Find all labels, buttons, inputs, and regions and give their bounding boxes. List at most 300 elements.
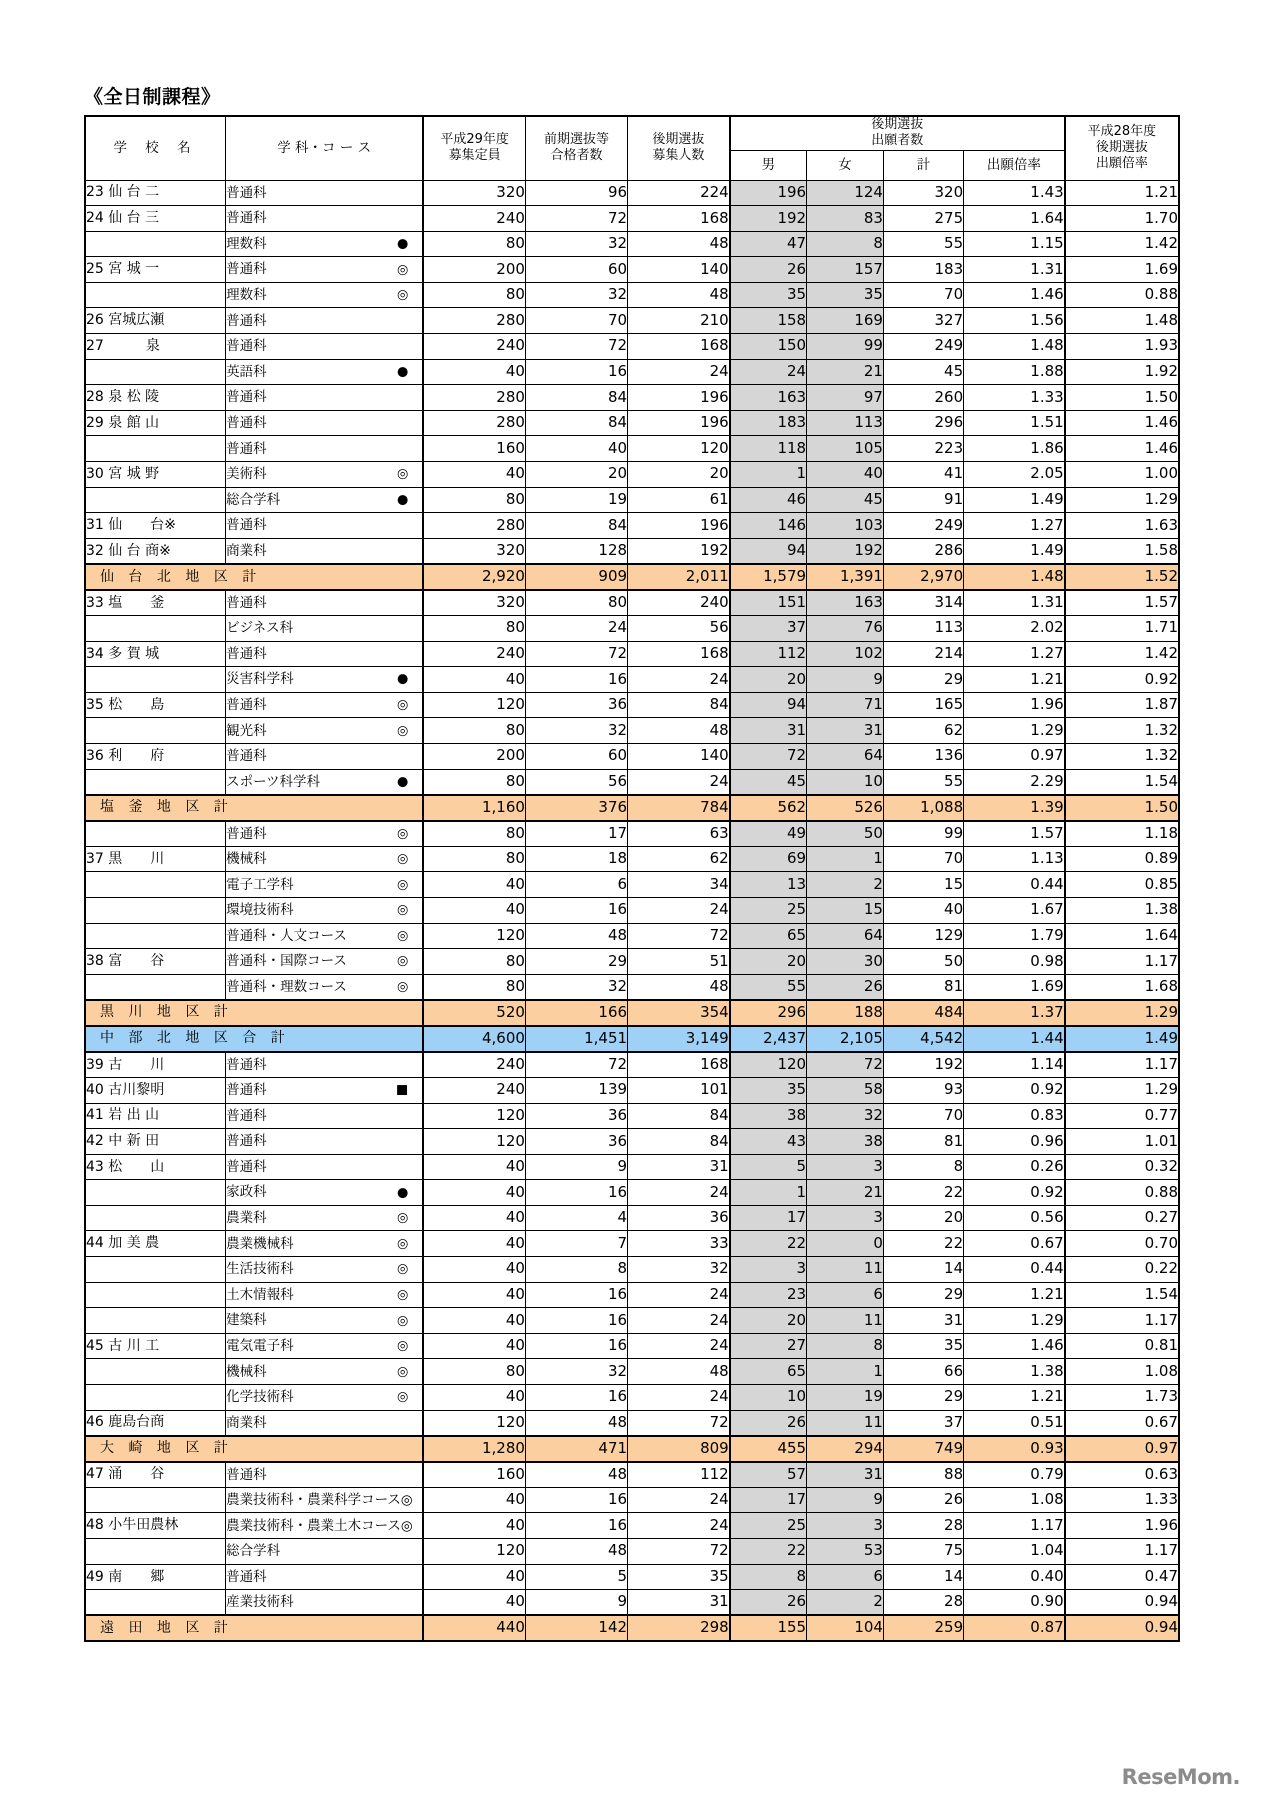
table-row — [85, 1359, 1179, 1385]
cell-male: 72 — [730, 743, 807, 769]
cell-quota: 120 — [423, 692, 525, 718]
cell-late: 24 — [628, 897, 730, 923]
course-mark-icon: ◎ — [396, 697, 409, 713]
header-course: 学 科・コ ー ス — [226, 116, 424, 180]
cell-ratio: 1.49 — [964, 538, 1065, 564]
cell-ratio: 0.97 — [964, 743, 1065, 769]
cell-female: 45 — [807, 487, 884, 513]
cell-course-name — [226, 641, 424, 667]
course-label: 農業機械科 — [226, 1235, 294, 1252]
cell-male: 24 — [730, 359, 807, 385]
table-row — [85, 1410, 1179, 1436]
table-row — [85, 1513, 1179, 1539]
cell-quota: 40 — [423, 1513, 525, 1539]
cell-prev: 1.73 — [1065, 1385, 1179, 1411]
cell-course-name — [226, 974, 424, 1000]
cell-late: 48 — [628, 282, 730, 308]
region-total-label: 塩 釜 地 区 計 — [85, 795, 423, 821]
cell-course-name — [226, 743, 424, 769]
cell-late: 784 — [628, 795, 730, 821]
cell-total: 286 — [883, 538, 963, 564]
cell-late: 72 — [628, 1539, 730, 1565]
cell-quota: 80 — [423, 282, 525, 308]
cell-course-name — [226, 1052, 424, 1078]
course-label: 普通科 — [226, 825, 267, 842]
cell-ratio: 1.43 — [964, 180, 1065, 206]
cell-female: 9 — [807, 667, 884, 693]
cell-late: 48 — [628, 231, 730, 257]
cell-school-name — [85, 1257, 226, 1283]
cell-male: 55 — [730, 974, 807, 1000]
cell-female: 76 — [807, 616, 884, 642]
cell-total: 1,088 — [883, 795, 963, 821]
course-label: 普通科 — [226, 696, 267, 713]
cell-quota: 80 — [423, 1359, 525, 1385]
region-total-label: 遠 田 地 区 計 — [85, 1615, 423, 1641]
cell-ratio: 0.93 — [964, 1436, 1065, 1462]
admission-statistics-table — [84, 115, 1180, 1642]
cell-late: 62 — [628, 846, 730, 872]
cell-early: 17 — [525, 821, 627, 847]
cell-ratio: 0.98 — [964, 949, 1065, 975]
table-row — [85, 718, 1179, 744]
cell-quota: 40 — [423, 667, 525, 693]
cell-school-name — [85, 1539, 226, 1565]
cell-early: 70 — [525, 308, 627, 334]
cell-course-name — [226, 769, 424, 795]
cell-course-name — [226, 206, 424, 232]
cell-prev: 1.71 — [1065, 616, 1179, 642]
cell-late: 24 — [628, 1487, 730, 1513]
cell-male: 49 — [730, 821, 807, 847]
cell-school-name: 37 黒 川 — [85, 846, 226, 872]
course-label: 化学技術科 — [226, 1389, 294, 1406]
cell-male: 45 — [730, 769, 807, 795]
cell-total: 70 — [883, 846, 963, 872]
cell-male: 94 — [730, 692, 807, 718]
table-row — [85, 949, 1179, 975]
cell-ratio: 1.27 — [964, 513, 1065, 539]
cell-school-name: 38 富 谷 — [85, 949, 226, 975]
cell-female: 3 — [807, 1513, 884, 1539]
cell-female: 21 — [807, 359, 884, 385]
cell-male: 22 — [730, 1539, 807, 1565]
cell-quota: 40 — [423, 1154, 525, 1180]
cell-total: 260 — [883, 385, 963, 411]
course-label: 普通科 — [226, 1568, 267, 1585]
course-mark-icon: ● — [396, 236, 409, 252]
course-label: 普通科 — [226, 594, 267, 611]
cell-course-name — [226, 1103, 424, 1129]
course-label: 総合学科 — [226, 491, 281, 508]
cell-quota: 120 — [423, 1129, 525, 1155]
cell-ratio: 2.05 — [964, 462, 1065, 488]
header-school: 学 校 名 — [85, 116, 226, 180]
cell-course-name — [226, 872, 424, 898]
cell-quota: 80 — [423, 718, 525, 744]
cell-quota: 40 — [423, 1333, 525, 1359]
cell-quota: 200 — [423, 257, 525, 283]
cell-school-name — [85, 1359, 226, 1385]
cell-female: 104 — [807, 1615, 884, 1641]
cell-female: 1 — [807, 1359, 884, 1385]
course-mark-icon: ● — [396, 364, 409, 380]
cell-total: 249 — [883, 513, 963, 539]
cell-ratio: 1.39 — [964, 795, 1065, 821]
table-row — [85, 1154, 1179, 1180]
header-early-pass: 前期選抜等 合格者数 — [525, 116, 627, 180]
cell-quota: 4,600 — [423, 1026, 525, 1052]
cell-prev: 1.50 — [1065, 795, 1179, 821]
cell-female: 26 — [807, 974, 884, 1000]
header-total: 計 — [883, 150, 963, 180]
course-label: 普通科 — [226, 440, 267, 457]
cell-prev: 1.17 — [1065, 1308, 1179, 1334]
cell-prev: 1.63 — [1065, 513, 1179, 539]
cell-early: 16 — [525, 1180, 627, 1206]
cell-school-name: 29 泉 館 山 — [85, 410, 226, 436]
cell-school-name — [85, 436, 226, 462]
cell-female: 8 — [807, 231, 884, 257]
cell-quota: 120 — [423, 1103, 525, 1129]
cell-total: 14 — [883, 1564, 963, 1590]
cell-early: 142 — [525, 1615, 627, 1641]
cell-ratio: 0.40 — [964, 1564, 1065, 1590]
cell-prev: 1.64 — [1065, 923, 1179, 949]
cell-ratio: 0.90 — [964, 1590, 1065, 1616]
cell-prev: 0.27 — [1065, 1205, 1179, 1231]
cell-early: 7 — [525, 1231, 627, 1257]
cell-school-name — [85, 616, 226, 642]
cell-male: 69 — [730, 846, 807, 872]
cell-male: 13 — [730, 872, 807, 898]
cell-quota: 280 — [423, 385, 525, 411]
cell-total: 45 — [883, 359, 963, 385]
cell-late: 3,149 — [628, 1026, 730, 1052]
cell-school-name — [85, 923, 226, 949]
cell-school-name: 39 古 川 — [85, 1052, 226, 1078]
table-row — [85, 1282, 1179, 1308]
cell-quota: 40 — [423, 1180, 525, 1206]
table-row — [85, 923, 1179, 949]
cell-late: 24 — [628, 359, 730, 385]
cell-quota: 240 — [423, 641, 525, 667]
table-row — [85, 872, 1179, 898]
cell-school-name: 46 鹿島台商 — [85, 1410, 226, 1436]
cell-course-name — [226, 1539, 424, 1565]
course-label: 理数科 — [226, 235, 267, 252]
cell-male: 38 — [730, 1103, 807, 1129]
cell-male: 35 — [730, 282, 807, 308]
table-row — [85, 1129, 1179, 1155]
subtotal-row — [85, 1615, 1179, 1641]
course-mark-icon: ◎ — [396, 1313, 409, 1329]
cell-male: 26 — [730, 1590, 807, 1616]
table-row — [85, 257, 1179, 283]
table-row — [85, 1052, 1179, 1078]
cell-quota: 280 — [423, 513, 525, 539]
cell-course-name — [226, 1180, 424, 1206]
cell-quota: 320 — [423, 180, 525, 206]
cell-ratio: 1.21 — [964, 667, 1065, 693]
table-row — [85, 1308, 1179, 1334]
cell-male: 296 — [730, 1000, 807, 1026]
cell-male: 23 — [730, 1282, 807, 1308]
cell-prev: 0.77 — [1065, 1103, 1179, 1129]
cell-total: 41 — [883, 462, 963, 488]
cell-school-name — [85, 487, 226, 513]
cell-early: 128 — [525, 538, 627, 564]
cell-late: 34 — [628, 872, 730, 898]
cell-early: 24 — [525, 616, 627, 642]
cell-prev: 1.70 — [1065, 206, 1179, 232]
cell-prev: 1.01 — [1065, 1129, 1179, 1155]
cell-quota: 40 — [423, 462, 525, 488]
cell-late: 112 — [628, 1462, 730, 1488]
cell-ratio: 1.67 — [964, 897, 1065, 923]
cell-early: 18 — [525, 846, 627, 872]
cell-total: 31 — [883, 1308, 963, 1334]
course-mark-icon: ◎ — [396, 1210, 409, 1226]
course-mark-icon: ◎ — [396, 262, 409, 278]
cell-prev: 1.29 — [1065, 1077, 1179, 1103]
course-label: 普通科 — [226, 184, 267, 201]
table-row — [85, 1231, 1179, 1257]
cell-late: 168 — [628, 206, 730, 232]
cell-quota: 40 — [423, 1487, 525, 1513]
course-label: 普通科 — [226, 517, 267, 534]
cell-male: 26 — [730, 257, 807, 283]
cell-total: 26 — [883, 1487, 963, 1513]
cell-female: 103 — [807, 513, 884, 539]
cell-course-name — [226, 334, 424, 360]
header-male: 男 — [730, 150, 807, 180]
cell-early: 32 — [525, 974, 627, 1000]
cell-total: 75 — [883, 1539, 963, 1565]
cell-early: 16 — [525, 1333, 627, 1359]
cell-male: 455 — [730, 1436, 807, 1462]
cell-total: 192 — [883, 1052, 963, 1078]
cell-ratio: 1.38 — [964, 1359, 1065, 1385]
cell-late: 2,011 — [628, 564, 730, 590]
cell-male: 57 — [730, 1462, 807, 1488]
cell-prev: 1.42 — [1065, 641, 1179, 667]
cell-early: 84 — [525, 385, 627, 411]
cell-female: 9 — [807, 1487, 884, 1513]
cell-early: 60 — [525, 743, 627, 769]
cell-late: 33 — [628, 1231, 730, 1257]
cell-female: 11 — [807, 1257, 884, 1283]
course-mark-icon: ◎ — [396, 1364, 409, 1380]
table-row — [85, 359, 1179, 385]
cell-school-name: 48 小牛田農林 — [85, 1513, 226, 1539]
course-label: 美術科 — [226, 466, 267, 483]
cell-late: 84 — [628, 1103, 730, 1129]
course-label: 普通科 — [226, 1133, 267, 1150]
cell-early: 72 — [525, 1052, 627, 1078]
cell-school-name — [85, 769, 226, 795]
cell-early: 72 — [525, 334, 627, 360]
table-row — [85, 385, 1179, 411]
course-label: 産業技術科 — [226, 1594, 294, 1611]
cell-quota: 120 — [423, 1410, 525, 1436]
cell-prev: 1.52 — [1065, 564, 1179, 590]
cell-early: 60 — [525, 257, 627, 283]
cell-male: 65 — [730, 923, 807, 949]
cell-course-name — [226, 282, 424, 308]
cell-course-name — [226, 487, 424, 513]
cell-total: 55 — [883, 231, 963, 257]
cell-ratio: 1.46 — [964, 1333, 1065, 1359]
table-row — [85, 1462, 1179, 1488]
cell-early: 32 — [525, 231, 627, 257]
cell-female: 30 — [807, 949, 884, 975]
cell-total: 275 — [883, 206, 963, 232]
page-title: 《全日制課程》 — [84, 86, 221, 108]
course-label: 普通科 — [226, 1107, 267, 1124]
cell-male: 158 — [730, 308, 807, 334]
cell-female: 1,391 — [807, 564, 884, 590]
cell-ratio: 1.15 — [964, 231, 1065, 257]
cell-quota: 320 — [423, 538, 525, 564]
course-label: ビジネス科 — [226, 620, 294, 637]
cell-early: 471 — [525, 1436, 627, 1462]
table-row — [85, 769, 1179, 795]
cell-school-name — [85, 1180, 226, 1206]
cell-quota: 240 — [423, 1052, 525, 1078]
cell-total: 314 — [883, 590, 963, 616]
cell-prev: 0.81 — [1065, 1333, 1179, 1359]
cell-male: 163 — [730, 385, 807, 411]
cell-school-name: 43 松 山 — [85, 1154, 226, 1180]
cell-school-name: 32 仙 台 商※ — [85, 538, 226, 564]
cell-female: 32 — [807, 1103, 884, 1129]
cell-male: 2,437 — [730, 1026, 807, 1052]
course-label: 普通科 — [226, 312, 267, 329]
cell-prev: 1.32 — [1065, 718, 1179, 744]
cell-ratio: 1.57 — [964, 821, 1065, 847]
course-label: 普通科 — [226, 389, 267, 406]
cell-female: 35 — [807, 282, 884, 308]
table-row — [85, 1077, 1179, 1103]
cell-total: 183 — [883, 257, 963, 283]
cell-ratio: 0.79 — [964, 1462, 1065, 1488]
table-row — [85, 1564, 1179, 1590]
cell-male: 5 — [730, 1154, 807, 1180]
cell-course-name — [226, 1462, 424, 1488]
cell-late: 36 — [628, 1205, 730, 1231]
cell-late: 210 — [628, 308, 730, 334]
cell-early: 16 — [525, 667, 627, 693]
cell-male: 3 — [730, 1257, 807, 1283]
course-mark-icon: ■ — [395, 1082, 409, 1098]
cell-prev: 1.87 — [1065, 692, 1179, 718]
cell-late: 24 — [628, 1282, 730, 1308]
table-row — [85, 538, 1179, 564]
cell-school-name — [85, 718, 226, 744]
cell-school-name: 35 松 島 — [85, 692, 226, 718]
table-row — [85, 1385, 1179, 1411]
cell-total: 91 — [883, 487, 963, 513]
watermark-text: ReseMom. — [1121, 1765, 1240, 1789]
cell-prev: 1.54 — [1065, 1282, 1179, 1308]
cell-late: 63 — [628, 821, 730, 847]
cell-late: 31 — [628, 1590, 730, 1616]
cell-female: 38 — [807, 1129, 884, 1155]
cell-early: 9 — [525, 1590, 627, 1616]
cell-female: 169 — [807, 308, 884, 334]
table-row — [85, 334, 1179, 360]
table-row — [85, 743, 1179, 769]
cell-school-name: 45 古 川 工 — [85, 1333, 226, 1359]
cell-quota: 80 — [423, 487, 525, 513]
cell-school-name: 27 泉 — [85, 334, 226, 360]
cell-prev: 1.46 — [1065, 436, 1179, 462]
cell-prev: 0.85 — [1065, 872, 1179, 898]
cell-early: 20 — [525, 462, 627, 488]
cell-early: 40 — [525, 436, 627, 462]
course-label: 環境技術科 — [226, 902, 294, 919]
table-row — [85, 821, 1179, 847]
cell-quota: 1,160 — [423, 795, 525, 821]
course-label: 農業科 — [226, 1210, 267, 1227]
table-row — [85, 846, 1179, 872]
cell-female: 97 — [807, 385, 884, 411]
cell-ratio: 0.56 — [964, 1205, 1065, 1231]
cell-female: 10 — [807, 769, 884, 795]
cell-total: 28 — [883, 1513, 963, 1539]
cell-prev: 1.46 — [1065, 410, 1179, 436]
cell-school-name: 36 利 府 — [85, 743, 226, 769]
cell-quota: 160 — [423, 436, 525, 462]
cell-prev: 1.17 — [1065, 949, 1179, 975]
course-mark-icon: ◎ — [396, 287, 409, 303]
cell-ratio: 1.64 — [964, 206, 1065, 232]
cell-ratio: 0.87 — [964, 1615, 1065, 1641]
cell-total: 296 — [883, 410, 963, 436]
course-label: スポーツ科学科 — [226, 773, 321, 790]
cell-ratio: 0.44 — [964, 872, 1065, 898]
header-applicants-group: 後期選抜 出願者数 — [730, 116, 1065, 150]
cell-prev: 1.17 — [1065, 1052, 1179, 1078]
cell-female: 2 — [807, 1590, 884, 1616]
cell-ratio: 1.96 — [964, 692, 1065, 718]
table-row — [85, 1257, 1179, 1283]
cell-prev: 0.89 — [1065, 846, 1179, 872]
cell-school-name: 24 仙 台 三 — [85, 206, 226, 232]
cell-early: 48 — [525, 923, 627, 949]
cell-early: 84 — [525, 410, 627, 436]
cell-early: 36 — [525, 1103, 627, 1129]
cell-early: 96 — [525, 180, 627, 206]
cell-late: 35 — [628, 1564, 730, 1590]
cell-female: 526 — [807, 795, 884, 821]
cell-male: 1 — [730, 462, 807, 488]
cell-male: 155 — [730, 1615, 807, 1641]
table-row — [85, 308, 1179, 334]
header-ratio: 出願倍率 — [964, 150, 1065, 180]
cell-total: 93 — [883, 1077, 963, 1103]
cell-ratio: 2.29 — [964, 769, 1065, 795]
cell-school-name — [85, 1590, 226, 1616]
cell-quota: 80 — [423, 846, 525, 872]
cell-male: 20 — [730, 949, 807, 975]
cell-female: 71 — [807, 692, 884, 718]
cell-quota: 200 — [423, 743, 525, 769]
cell-course-name — [226, 692, 424, 718]
cell-total: 40 — [883, 897, 963, 923]
cell-course-name — [226, 180, 424, 206]
